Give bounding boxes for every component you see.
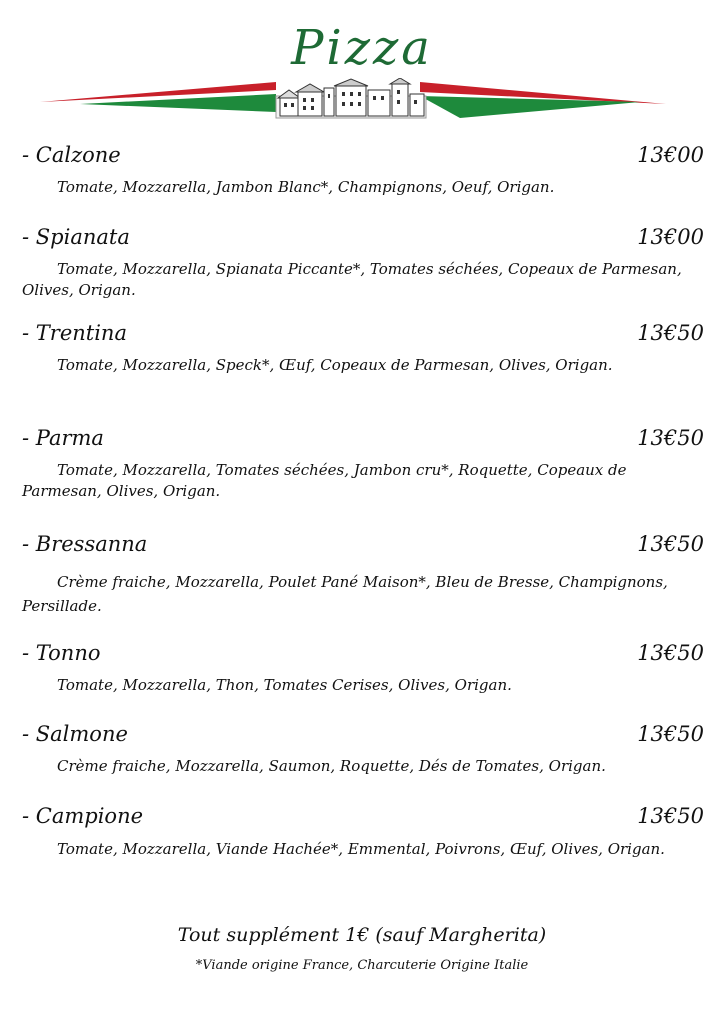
menu-item-parma bbox=[22, 428, 704, 504]
item-price: 13€50 bbox=[637, 321, 704, 345]
italian-flag-village-banner bbox=[40, 78, 680, 124]
item-name: - Parma bbox=[22, 426, 104, 450]
item-name: - Spianata bbox=[22, 225, 130, 249]
item-description: Crème fraiche, Mozzarella, Saumon, Roquette, Dés de Tomates, Origan. bbox=[57, 757, 606, 775]
item-name: - Trentina bbox=[22, 321, 127, 345]
item-price: 13€50 bbox=[637, 722, 704, 746]
item-name: - Tonno bbox=[22, 641, 101, 665]
menu-item-trentina bbox=[22, 323, 704, 399]
supplement-note: Tout supplément 1€ (sauf Margherita) bbox=[177, 924, 547, 946]
item-name: - Campione bbox=[22, 804, 144, 828]
village-illustration-icon bbox=[276, 78, 426, 118]
item-name: - Calzone bbox=[22, 143, 121, 167]
menu-item-calzone bbox=[22, 145, 704, 197]
item-price: 13€50 bbox=[637, 426, 704, 450]
page-title: Pizza bbox=[291, 20, 433, 76]
item-description: Tomate, Mozzarella, Tomates séchées, Jambon cru*, Roquette, Copeaux de Parmesan, Olives, Origan. bbox=[22, 461, 627, 500]
origin-note: *Viande origine France, Charcuterie Origine Italie bbox=[195, 958, 529, 973]
menu-item-campione bbox=[22, 806, 704, 886]
item-price: 13€50 bbox=[637, 532, 704, 556]
menu-item-spianata bbox=[22, 227, 704, 299]
item-description: Crème fraiche, Mozzarella, Poulet Pané Maison*, Bleu de Bresse, Champignons, Persillade. bbox=[22, 573, 668, 615]
item-name: - Bressanna bbox=[22, 532, 148, 556]
item-price: 13€50 bbox=[637, 804, 704, 828]
item-description: Tomate, Mozzarella, Jambon Blanc*, Champignons, Oeuf, Origan. bbox=[57, 178, 555, 196]
item-price: 13€00 bbox=[637, 225, 704, 249]
menu-item-salmone bbox=[22, 724, 704, 780]
menu-item-tonno bbox=[22, 643, 704, 699]
item-description: Tomate, Mozzarella, Spianata Piccante*, Tomates séchées, Copeaux de Parmesan, Olives, Origan. bbox=[22, 260, 682, 299]
item-name: - Salmone bbox=[22, 722, 128, 746]
item-description: Tomate, Mozzarella, Speck*, Œuf, Copeaux de Parmesan, Olives, Origan. bbox=[57, 356, 613, 374]
item-description: Tomate, Mozzarella, Viande Hachée*, Emmental, Poivrons, Œuf, Olives, Origan. bbox=[57, 840, 665, 858]
item-price: 13€50 bbox=[637, 641, 704, 665]
item-price: 13€00 bbox=[637, 143, 704, 167]
item-description: Tomate, Mozzarella, Thon, Tomates Cerises, Olives, Origan. bbox=[57, 676, 512, 694]
menu-header bbox=[0, 0, 724, 130]
menu-item-bressanna bbox=[22, 534, 704, 616]
